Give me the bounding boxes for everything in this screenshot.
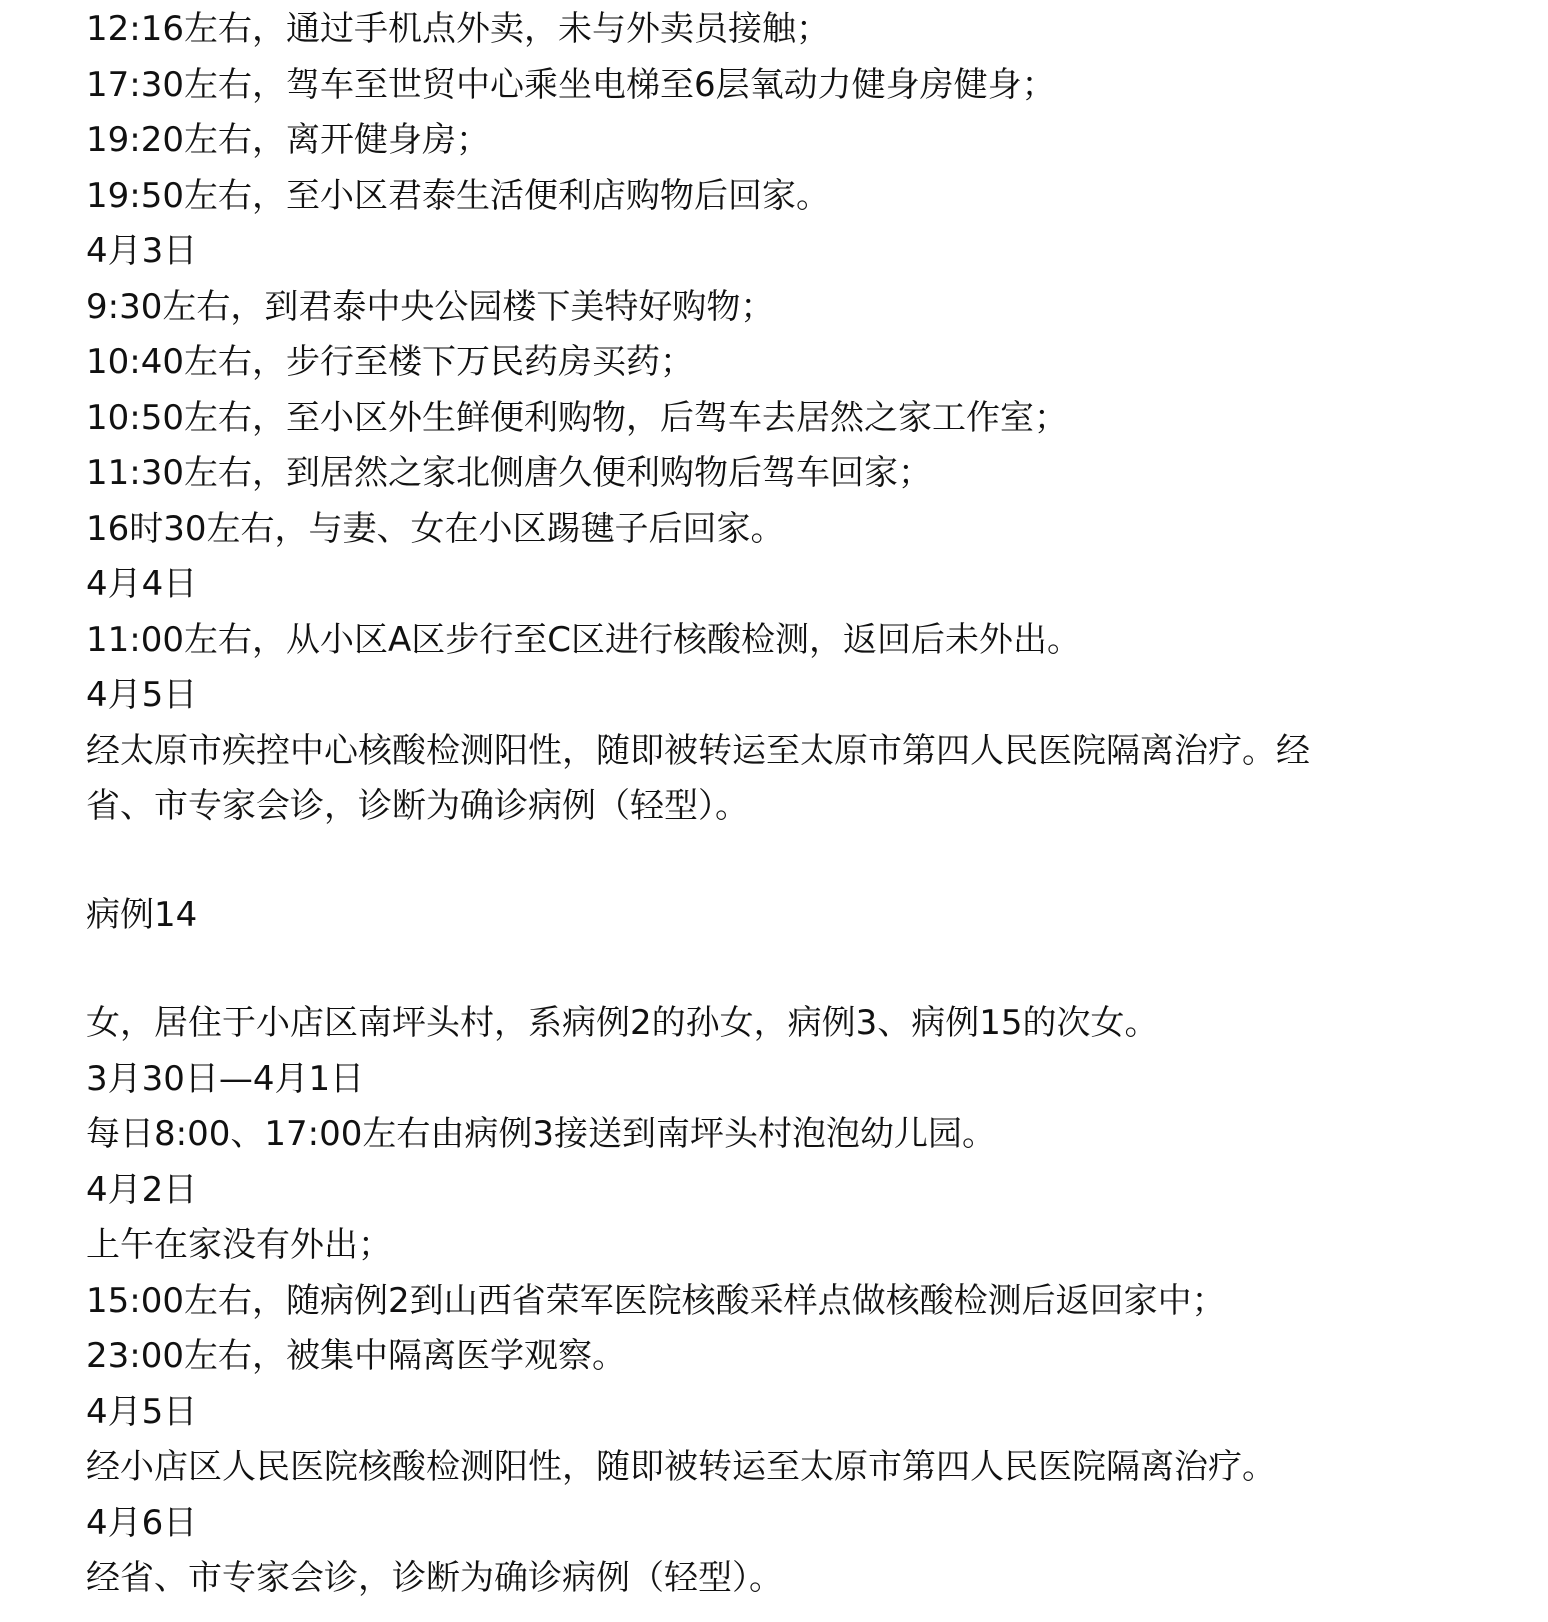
text-line: 经小店区人民医院核酸检测阳性，随即被转运至太原市第四人民医院隔离治疗。 <box>86 1447 1276 1487</box>
text-line: 省、市专家会诊，诊断为确诊病例（轻型）。 <box>86 786 749 826</box>
text-line: 19:50左右，至小区君泰生活便利店购物后回家。 <box>86 175 830 216</box>
date-line: 4月5日 <box>86 1391 198 1432</box>
date-line: 4月5日 <box>86 675 198 715</box>
spacer <box>86 835 1486 888</box>
section-case13-timeline <box>86 2 1486 835</box>
document-body <box>86 2 1486 1607</box>
date-line: 4月2日 <box>86 1169 198 1210</box>
text-line: 9:30左右，到君泰中央公园楼下美特好购物； <box>86 286 775 327</box>
text-line: 15:00左右，随病例2到山西省荣军医院核酸采样点做核酸检测后返回家中； <box>86 1280 1226 1321</box>
text-line: 10:50左右，至小区外生鲜便利购物，后驾车去居然之家工作室； <box>86 397 1068 438</box>
text-line: 16时30左右，与妻、女在小区踢毽子后回家。 <box>86 508 785 549</box>
case-heading: 病例14 <box>86 894 198 935</box>
date-line: 4月4日 <box>86 564 198 604</box>
date-line: 4月3日 <box>86 231 198 271</box>
date-line: 4月6日 <box>86 1502 198 1543</box>
text-line: 12:16左右，通过手机点外卖，未与外卖员接触； <box>86 9 830 49</box>
text-line: 女，居住于小店区南坪头村，系病例2的孙女，病例3、病例15的次女。 <box>86 1003 1159 1043</box>
section-case14-timeline <box>86 996 1486 1607</box>
text-line: 经省、市专家会诊，诊断为确诊病例（轻型）。 <box>86 1558 783 1598</box>
text-line: 10:40左右，步行至楼下万民药房买药； <box>86 342 694 382</box>
text-line: 11:00左右，从小区A区步行至C区进行核酸检测，返回后未外出。 <box>86 619 1081 660</box>
text-line: 上午在家没有外出； <box>86 1225 392 1265</box>
text-line: 11:30左右，到居然之家北侧唐久便利购物后驾车回家； <box>86 453 932 493</box>
text-line: 经太原市疾控中心核酸检测阳性，随即被转运至太原市第四人民医院隔离治疗。经 <box>86 730 1310 771</box>
date-line: 3月30日—4月1日 <box>86 1058 365 1099</box>
spacer <box>86 943 1486 996</box>
text-line: 19:20左右，离开健身房； <box>86 120 490 160</box>
text-line: 17:30左右，驾车至世贸中心乘坐电梯至6层氧动力健身房健身； <box>86 64 1056 105</box>
text-line: 23:00左右，被集中隔离医学观察。 <box>86 1336 626 1376</box>
text-line: 每日8:00、17:00左右由病例3接送到南坪头村泡泡幼儿园。 <box>86 1114 996 1154</box>
